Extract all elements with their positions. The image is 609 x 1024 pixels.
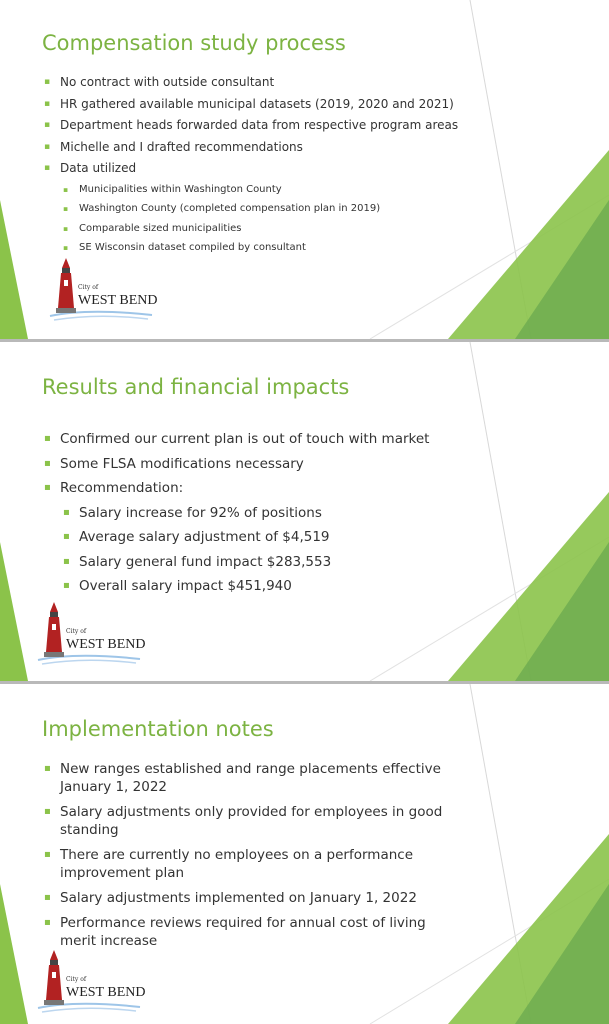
slide-compensation-study (0, 0, 609, 339)
sub-bullet-item: ▪ SE Wisconsin dataset compiled by consultant (63, 238, 458, 258)
bullet-item: ▪ There are currently no employees on a performance improvement plan (44, 846, 464, 882)
bullet-item: ▪ Some FLSA modifications necessary (44, 452, 429, 477)
bullet-list (44, 427, 429, 599)
sub-bullet-item: ▪ Salary general fund impact $283,553 (63, 550, 429, 575)
slide-results-financial (0, 342, 609, 681)
slide-title: Implementation notes (42, 717, 274, 741)
sub-bullet-item: ▪ Municipalities within Washington County (63, 180, 458, 200)
bullet-list (44, 72, 458, 258)
lighthouse-logo-icon (48, 256, 158, 324)
svg-text:City of: City of (66, 976, 87, 983)
svg-text:City of: City of (78, 284, 99, 291)
svg-text:WEST BEND: WEST BEND (66, 637, 146, 652)
bullet-item: ▪ HR gathered available municipal datasets (2019, 2020 and 2021) (44, 94, 458, 116)
bullet-item: ▪ Recommendation: (44, 476, 429, 501)
bullet-list (44, 760, 464, 957)
slide-implementation-notes (0, 684, 609, 1024)
sub-bullet-item: ▪ Washington County (completed compensation plan in 2019) (63, 199, 458, 219)
sub-bullet-item: ▪ Comparable sized municipalities (63, 219, 458, 239)
slide-title: Compensation study process (42, 31, 346, 55)
svg-text:City of: City of (66, 628, 87, 635)
bullet-item: ▪ Michelle and I drafted recommendations (44, 137, 458, 159)
bullet-item: ▪ Confirmed our current plan is out of touch with market (44, 427, 429, 452)
bullet-item: ▪ Department heads forwarded data from respective program areas (44, 115, 458, 137)
bullet-item: ▪ Performance reviews required for annual cost of living merit increase (44, 914, 464, 950)
bullet-item: ▪ No contract with outside consultant (44, 72, 458, 94)
sub-bullet-item: ▪ Overall salary impact $451,940 (63, 574, 429, 599)
sub-bullet-item: ▪ Average salary adjustment of $4,519 (63, 525, 429, 550)
sub-bullet-item: ▪ Salary increase for 92% of positions (63, 501, 429, 526)
slide-title: Results and financial impacts (42, 375, 350, 399)
lighthouse-logo-icon (36, 948, 146, 1016)
bullet-item: ▪ Salary adjustments only provided for employees in good standing (44, 803, 464, 839)
bullet-item: ▪ Data utilized (44, 158, 458, 180)
lighthouse-logo-icon (36, 600, 146, 668)
bullet-item: ▪ Salary adjustments implemented on January 1, 2022 (44, 889, 464, 907)
bullet-item: ▪ New ranges established and range placements effective January 1, 2022 (44, 760, 464, 796)
svg-text:WEST BEND: WEST BEND (66, 985, 146, 1000)
svg-text:WEST BEND: WEST BEND (78, 293, 158, 308)
